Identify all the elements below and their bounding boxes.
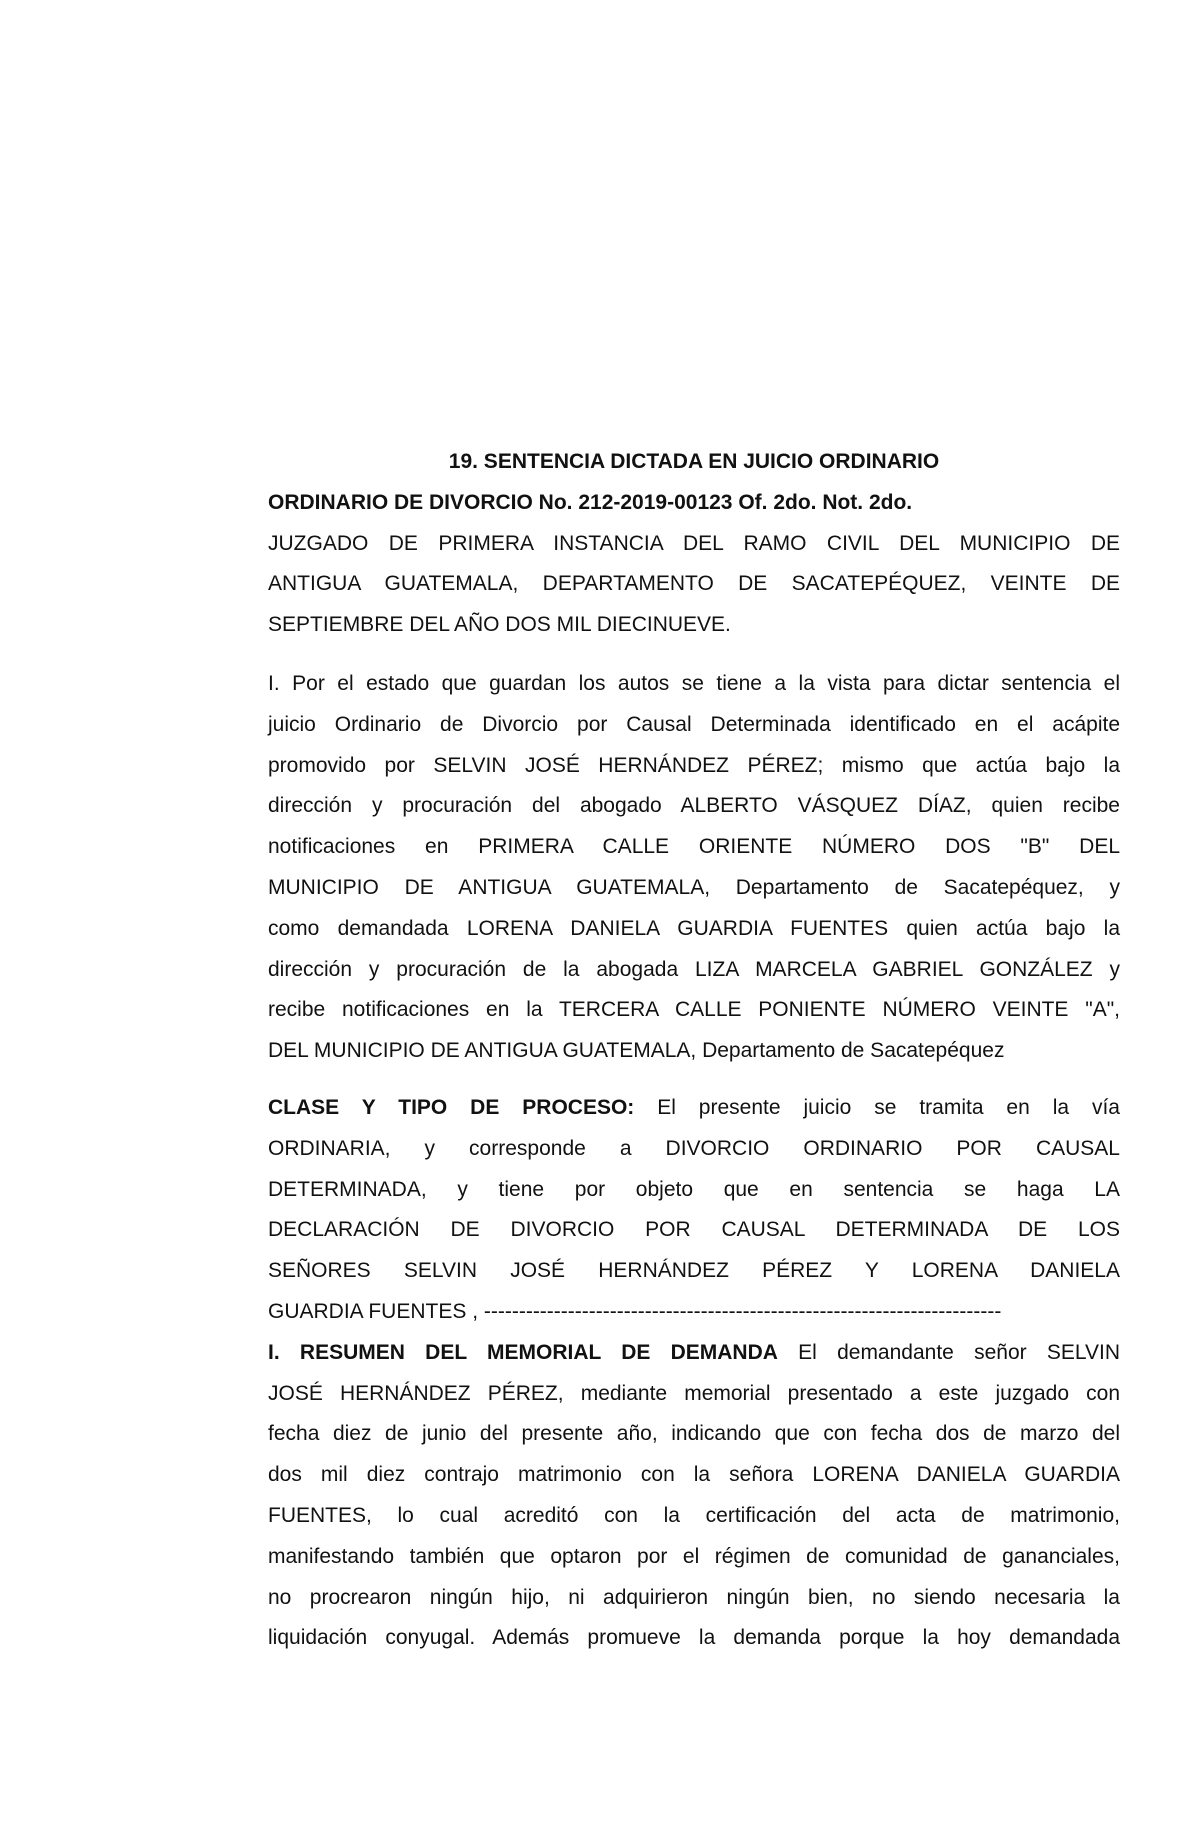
- paragraph-line: dirección y procuración de la abogada LIZA MARCELA GABRIEL GONZÁLEZ y: [268, 957, 1120, 981]
- clase-heading: CLASE Y TIPO DE PROCESO:: [268, 1095, 635, 1119]
- paragraph-line: I. Por el estado que guardan los autos se tiene a la vista para dictar sentencia el: [268, 671, 1120, 695]
- paragraph-line: promovido por SELVIN JOSÉ HERNÁNDEZ PÉREZ; mismo que actúa bajo la: [268, 753, 1120, 777]
- resumen-first-line: [268, 1333, 1120, 1374]
- resumen-line: dos mil diez contrajo matrimonio con la señora LORENA DANIELA GUARDIA: [268, 1463, 1120, 1487]
- resumen-section: [268, 1333, 1120, 1659]
- document-title: 19. SENTENCIA DICTADA EN JUICIO ORDINARIO: [448, 450, 940, 473]
- court-header-line: ANTIGUA GUATEMALA, DEPARTAMENTO DE SACATEPÉQUEZ, VEINTE DE: [268, 572, 1120, 596]
- resumen-heading: I. RESUMEN DEL MEMORIAL DE DEMANDA: [268, 1340, 778, 1364]
- paragraph-line: notificaciones en PRIMERA CALLE ORIENTE NÚMERO DOS "B" DEL: [268, 835, 1120, 859]
- paragraph-line: recibe notificaciones en la TERCERA CALLE PONIENTE NÚMERO VEINTE "A",: [268, 998, 1120, 1022]
- clase-first-text: El presente juicio se tramita en la vía: [634, 1095, 1120, 1119]
- document-body: [268, 442, 1120, 1659]
- resumen-line: fecha diez de junio del presente año, indicando que con fecha dos de marzo del: [268, 1422, 1120, 1446]
- clase-line: DETERMINADA, y tiene por objeto que en sentencia se haga LA: [268, 1177, 1120, 1201]
- spacer: [268, 646, 1120, 664]
- court-header: [268, 524, 1120, 646]
- clase-line: ORDINARIA, y corresponde a DIVORCIO ORDINARIO POR CAUSAL: [268, 1136, 1120, 1160]
- court-header-line: JUZGADO DE PRIMERA INSTANCIA DEL RAMO CIVIL DEL MUNICIPIO DE: [268, 531, 1120, 555]
- resumen-first-text: El demandante señor SELVIN: [777, 1340, 1120, 1364]
- clase-last-line: GUARDIA FUENTES , --------------------------------------------------------------------------: [268, 1299, 1002, 1323]
- paragraph-line: DEL MUNICIPIO DE ANTIGUA GUATEMALA, Departamento de Sacatepéquez: [268, 1039, 1005, 1063]
- resumen-line: no procrearon ningún hijo, ni adquirieron ningún bien, no siendo necesaria la: [268, 1585, 1120, 1609]
- resumen-line: FUENTES, lo cual acreditó con la certificación del acta de matrimonio,: [268, 1503, 1120, 1527]
- resumen-line: liquidación conyugal. Además promueve la demanda porque la hoy demandada: [268, 1626, 1120, 1650]
- paragraph-line: MUNICIPIO DE ANTIGUA GUATEMALA, Departamento de Sacatepéquez, y: [268, 875, 1120, 899]
- clase-first-line: [268, 1088, 1120, 1129]
- paragraph-intro: [268, 664, 1120, 1072]
- paragraph-line: dirección y procuración del abogado ALBERTO VÁSQUEZ DÍAZ, quien recibe: [268, 794, 1120, 818]
- court-header-line: SEPTIEMBRE DEL AÑO DOS MIL DIECINUEVE.: [268, 613, 731, 637]
- resumen-line: manifestando también que optaron por el régimen de comunidad de gananciales,: [268, 1544, 1120, 1568]
- resumen-line: JOSÉ HERNÁNDEZ PÉREZ, mediante memorial presentado a este juzgado con: [268, 1381, 1120, 1405]
- paragraph-line: como demandada LORENA DANIELA GUARDIA FUENTES quien actúa bajo la: [268, 916, 1120, 940]
- case-number-line: ORDINARIO DE DIVORCIO No. 212-2019-00123 Of. 2do. Not. 2do.: [268, 490, 913, 514]
- clase-section: [268, 1088, 1120, 1333]
- clase-line: DECLARACIÓN DE DIVORCIO POR CAUSAL DETERMINADA DE LOS: [268, 1218, 1120, 1242]
- clase-line: SEÑORES SELVIN JOSÉ HERNÁNDEZ PÉREZ Y LORENA DANIELA: [268, 1259, 1120, 1283]
- spacer: [268, 1072, 1120, 1088]
- paragraph-line: juicio Ordinario de Divorcio por Causal Determinada identificado en el acápite: [268, 712, 1120, 736]
